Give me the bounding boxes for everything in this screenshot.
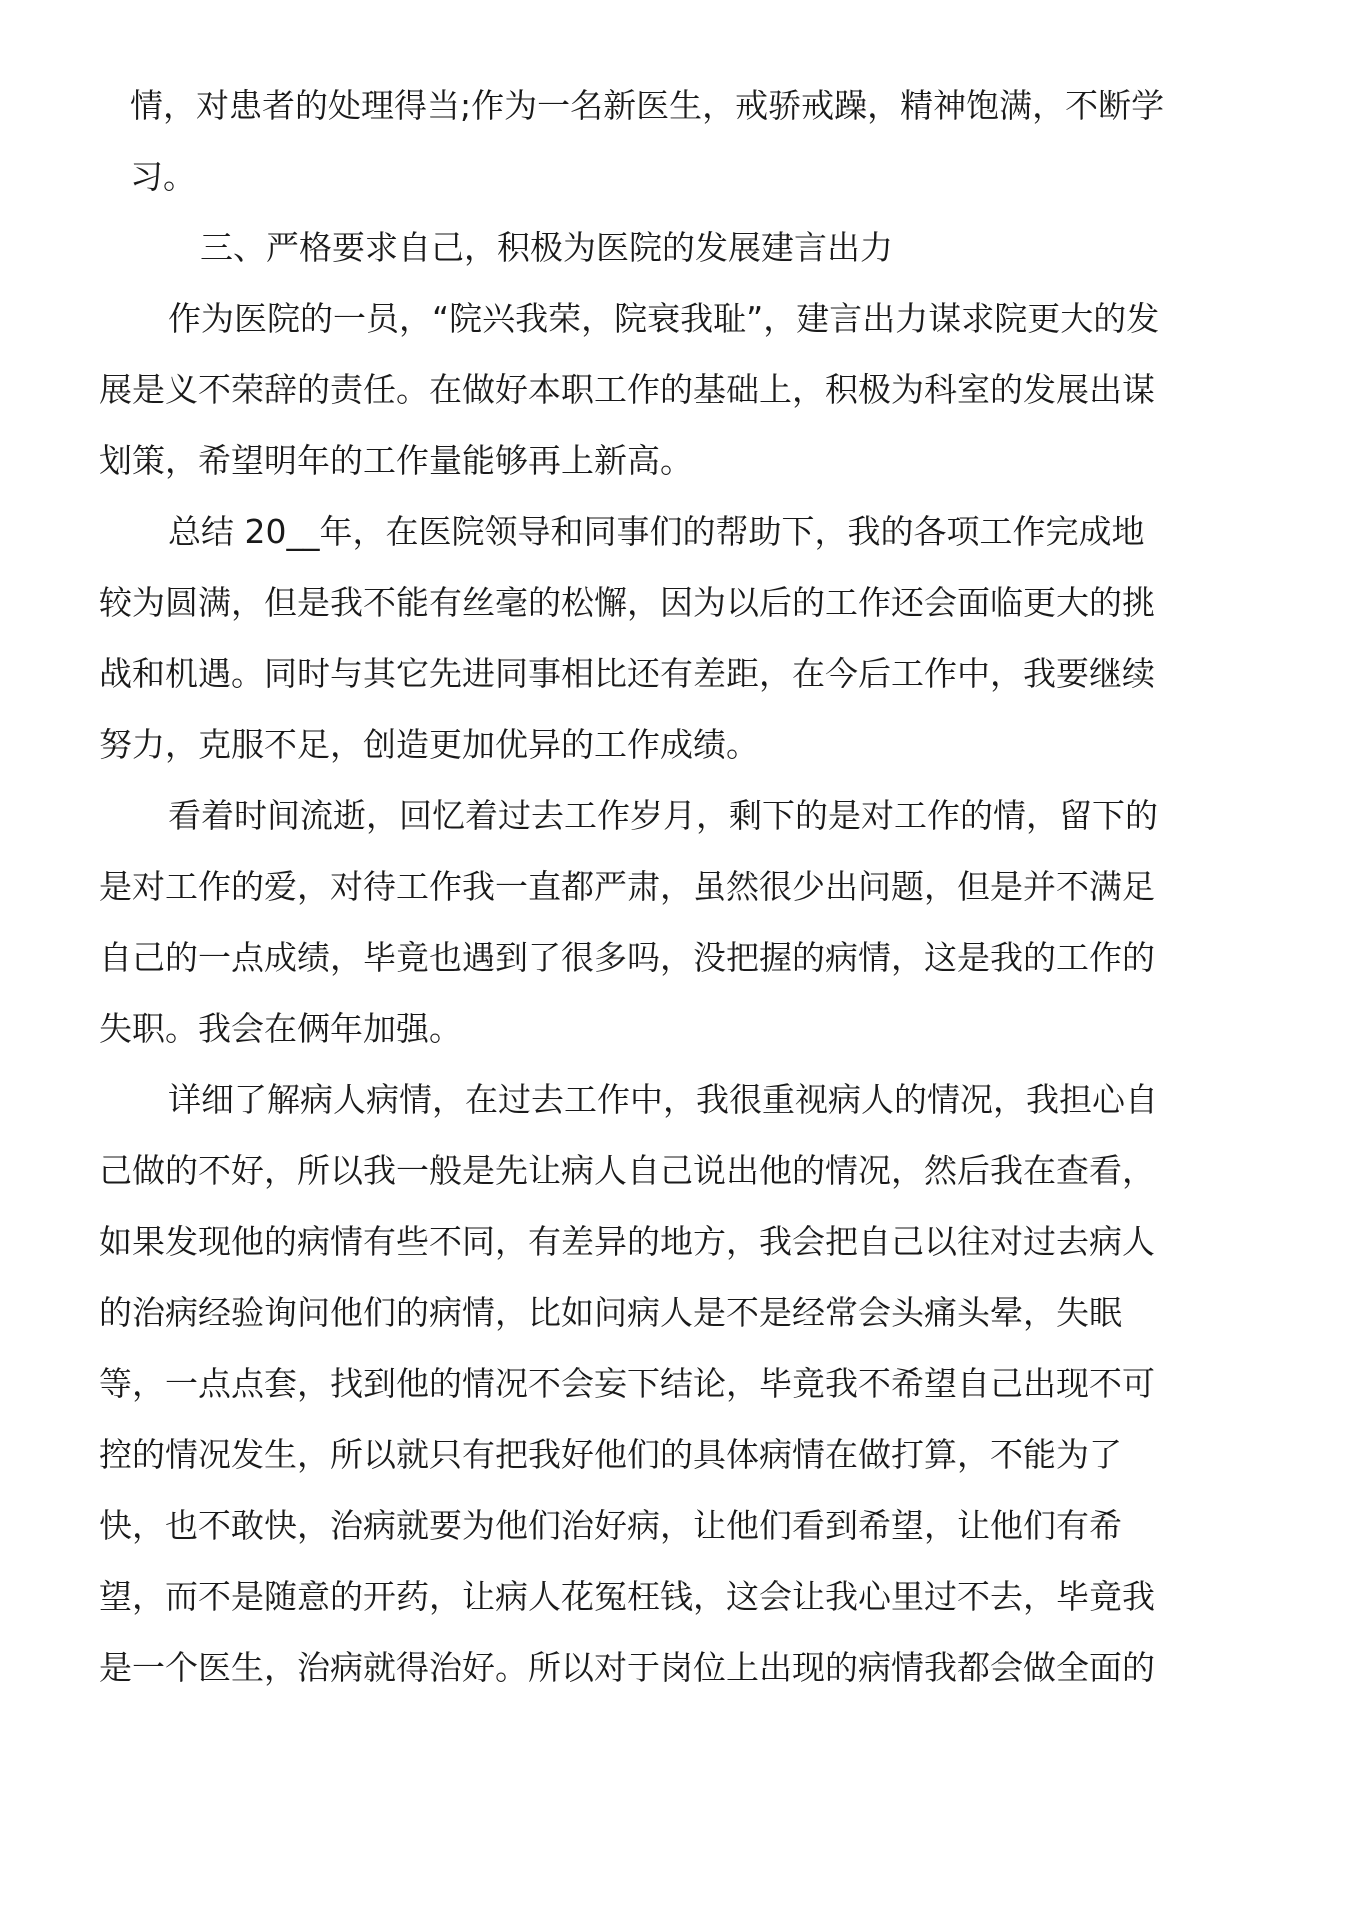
text-line: 较为圆满，但是我不能有丝毫的松懈，因为以后的工作还会面临更大的挑 [99, 583, 1155, 622]
text-line: 望，而不是随意的开药，让病人花冤枉钱，这会让我心里过不去，毕竟我 [99, 1577, 1155, 1616]
text-line: 快，也不敢快，治病就要为他们治好病，让他们看到希望，让他们有希 [99, 1506, 1122, 1545]
text-line: 努力，克服不足，创造更加优异的工作成绩。 [99, 725, 759, 764]
text-line: 习。 [130, 157, 196, 196]
text-line: 是一个医生，治病就得治好。所以对于岗位上出现的病情我都会做全面的 [99, 1648, 1155, 1687]
text-line: 失职。我会在俩年加强。 [99, 1009, 462, 1048]
section-heading: 三、严格要求自己，积极为医院的发展建言出力 [200, 228, 893, 267]
text-line: 划策，希望明年的工作量能够再上新高。 [99, 441, 693, 480]
text-line: 自己的一点成绩，毕竟也遇到了很多吗，没把握的病情，这是我的工作的 [99, 938, 1155, 977]
text-line: 控的情况发生，所以就只有把我好他们的具体病情在做打算，不能为了 [99, 1435, 1122, 1474]
text-line: 己做的不好，所以我一般是先让病人自己说出他的情况，然后我在查看， [99, 1151, 1155, 1190]
text-line: 总结 20__年，在医院领导和同事们的帮助下，我的各项工作完成地 [168, 512, 1145, 551]
text-line: 详细了解病人病情，在过去工作中，我很重视病人的情况，我担心自 [168, 1080, 1158, 1119]
text-line: 战和机遇。同时与其它先进同事相比还有差距，在今后工作中，我要继续 [99, 654, 1155, 693]
text-line: 展是义不荣辞的责任。在做好本职工作的基础上，积极为科室的发展出谋 [99, 370, 1155, 409]
text-line: 作为医院的一员，“院兴我荣，院衰我耻”，建言出力谋求院更大的发 [168, 299, 1160, 338]
text-line: 等，一点点套，找到他的情况不会妄下结论，毕竟我不希望自己出现不可 [99, 1364, 1155, 1403]
text-line: 如果发现他的病情有些不同，有差异的地方，我会把自己以往对过去病人 [99, 1222, 1155, 1261]
text-line: 是对工作的爱，对待工作我一直都严肃，虽然很少出问题，但是并不满足 [99, 867, 1155, 906]
text-line: 看着时间流逝，回忆着过去工作岁月，剩下的是对工作的情，留下的 [168, 796, 1158, 835]
text-line: 情，对患者的处理得当;作为一名新医生，戒骄戒躁，精神饱满，不断学 [130, 86, 1165, 125]
text-line: 的治病经验询问他们的病情，比如问病人是不是经常会头痛头晕，失眠 [99, 1293, 1122, 1332]
